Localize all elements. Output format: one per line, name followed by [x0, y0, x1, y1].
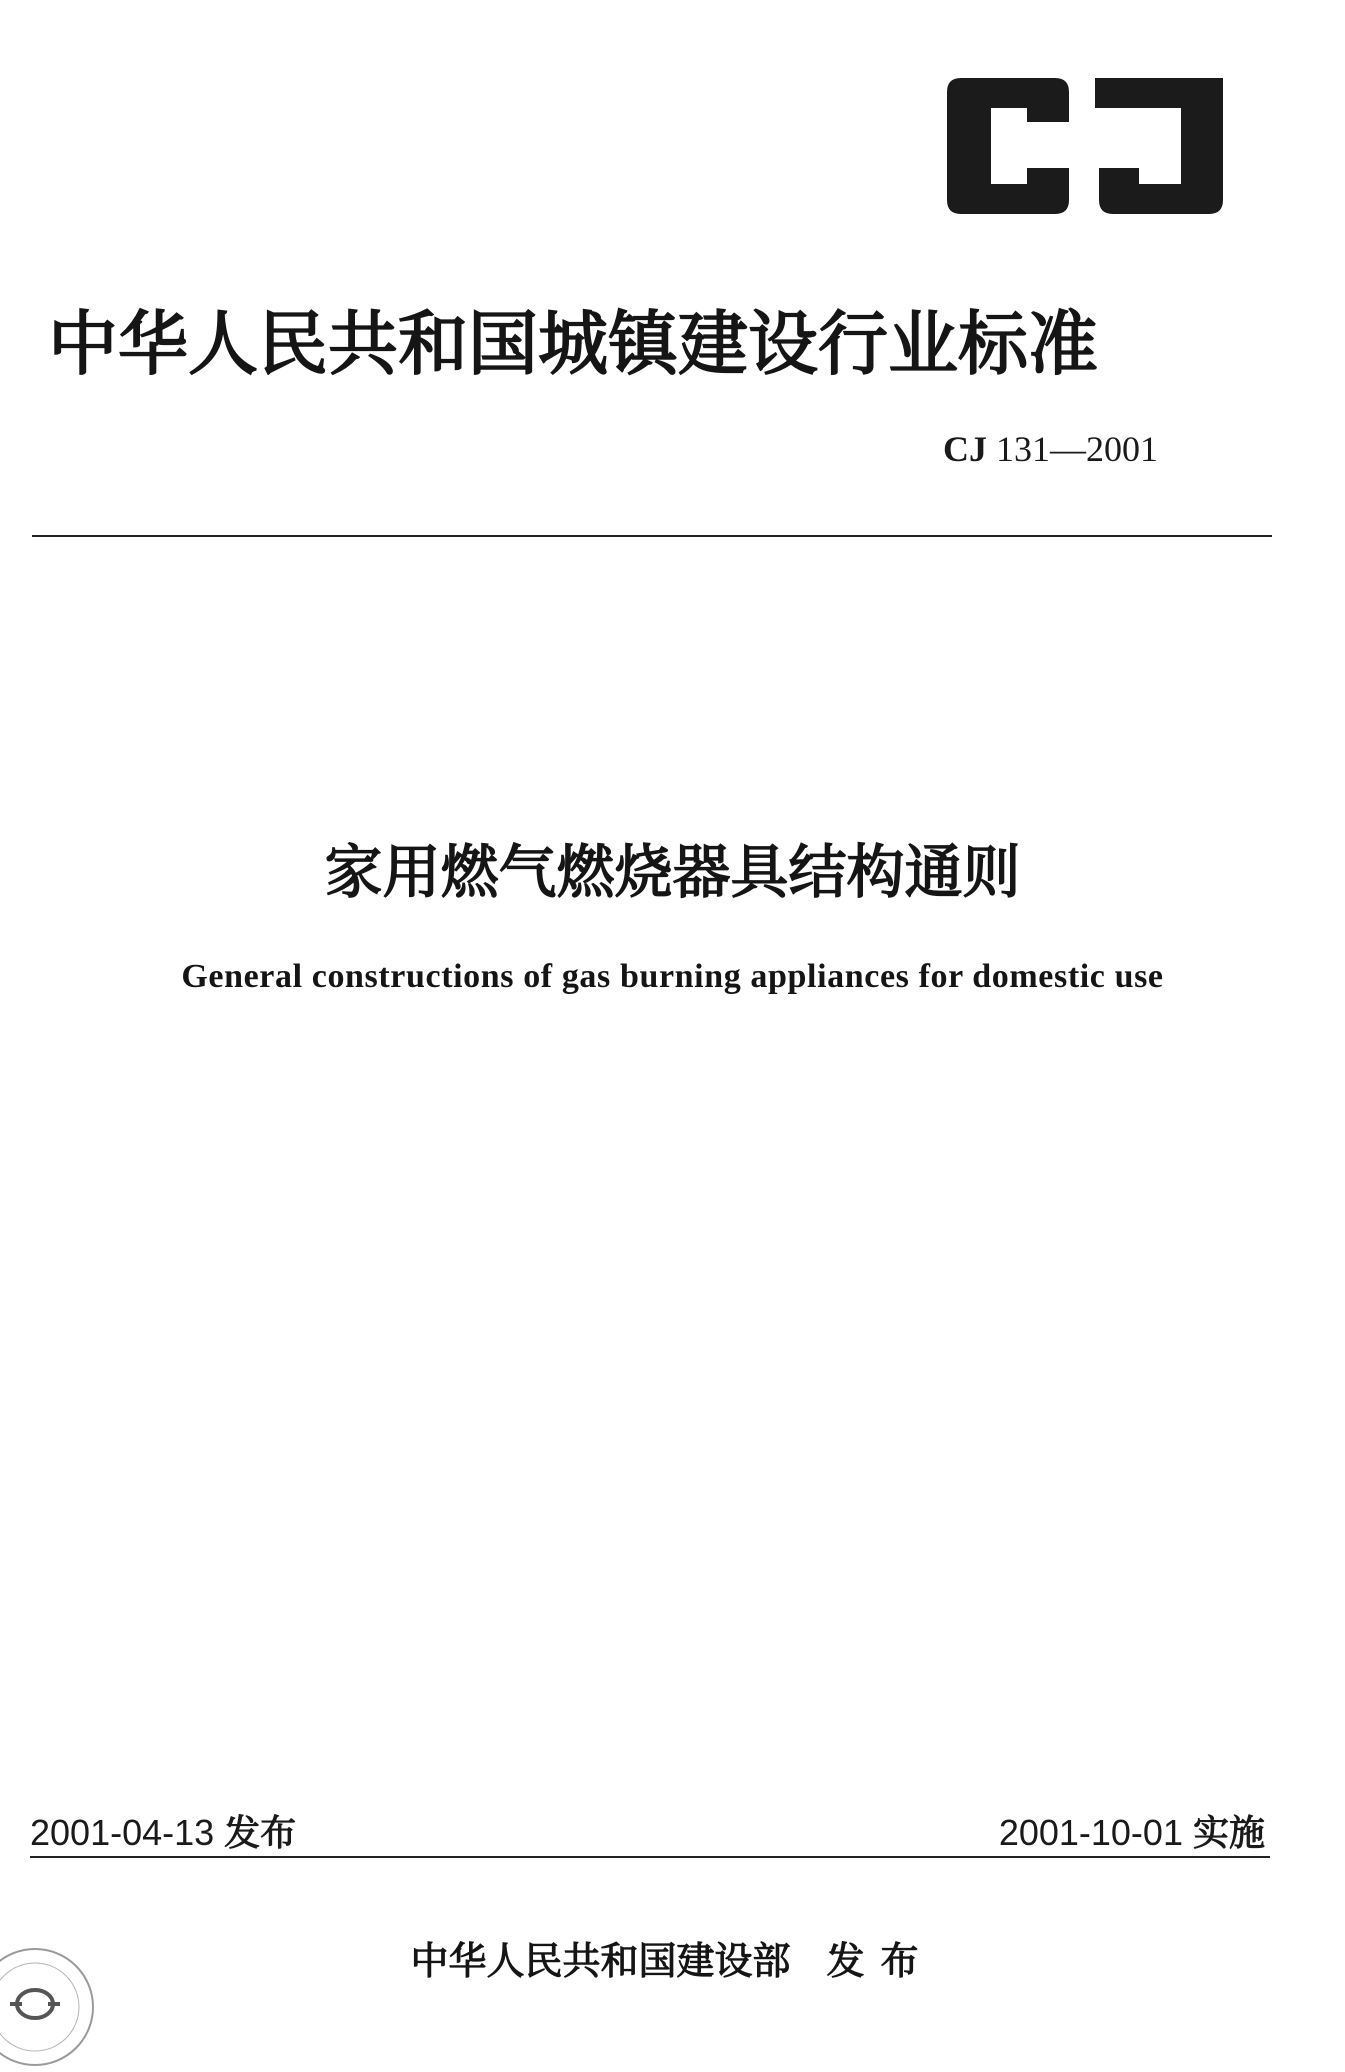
document-title-chinese: 家用燃气燃烧器具结构通则: [324, 838, 1021, 906]
implementation-date-label: 实施: [1192, 1813, 1265, 1854]
publisher: [0, 1930, 1345, 1985]
issue-date: [30, 1805, 296, 1856]
ministry-standard-heading: 中华人民共和国城镇建设行业标准: [48, 303, 1098, 385]
anti-counterfeit-stamp: [0, 1942, 100, 2072]
implementation-date: [999, 1805, 1265, 1856]
publisher-name: 中华人民共和国建设部: [410, 1939, 791, 1983]
standard-number-prefix: CJ: [943, 429, 987, 469]
publisher-action: 发布: [826, 1939, 935, 1983]
standard-number-value: 131—2001: [996, 429, 1158, 469]
document-title-english: General constructions of gas burning appliances for domestic use: [181, 958, 1164, 995]
issue-date-label: 发布: [224, 1813, 297, 1854]
issue-date-value: 2001-04-13: [30, 1812, 215, 1853]
top-divider: [32, 535, 1272, 537]
implementation-date-value: 2001-10-01: [998, 1812, 1183, 1853]
standard-number: [943, 428, 1158, 470]
cj-logo: [935, 72, 1235, 220]
bottom-divider: [30, 1856, 1270, 1858]
